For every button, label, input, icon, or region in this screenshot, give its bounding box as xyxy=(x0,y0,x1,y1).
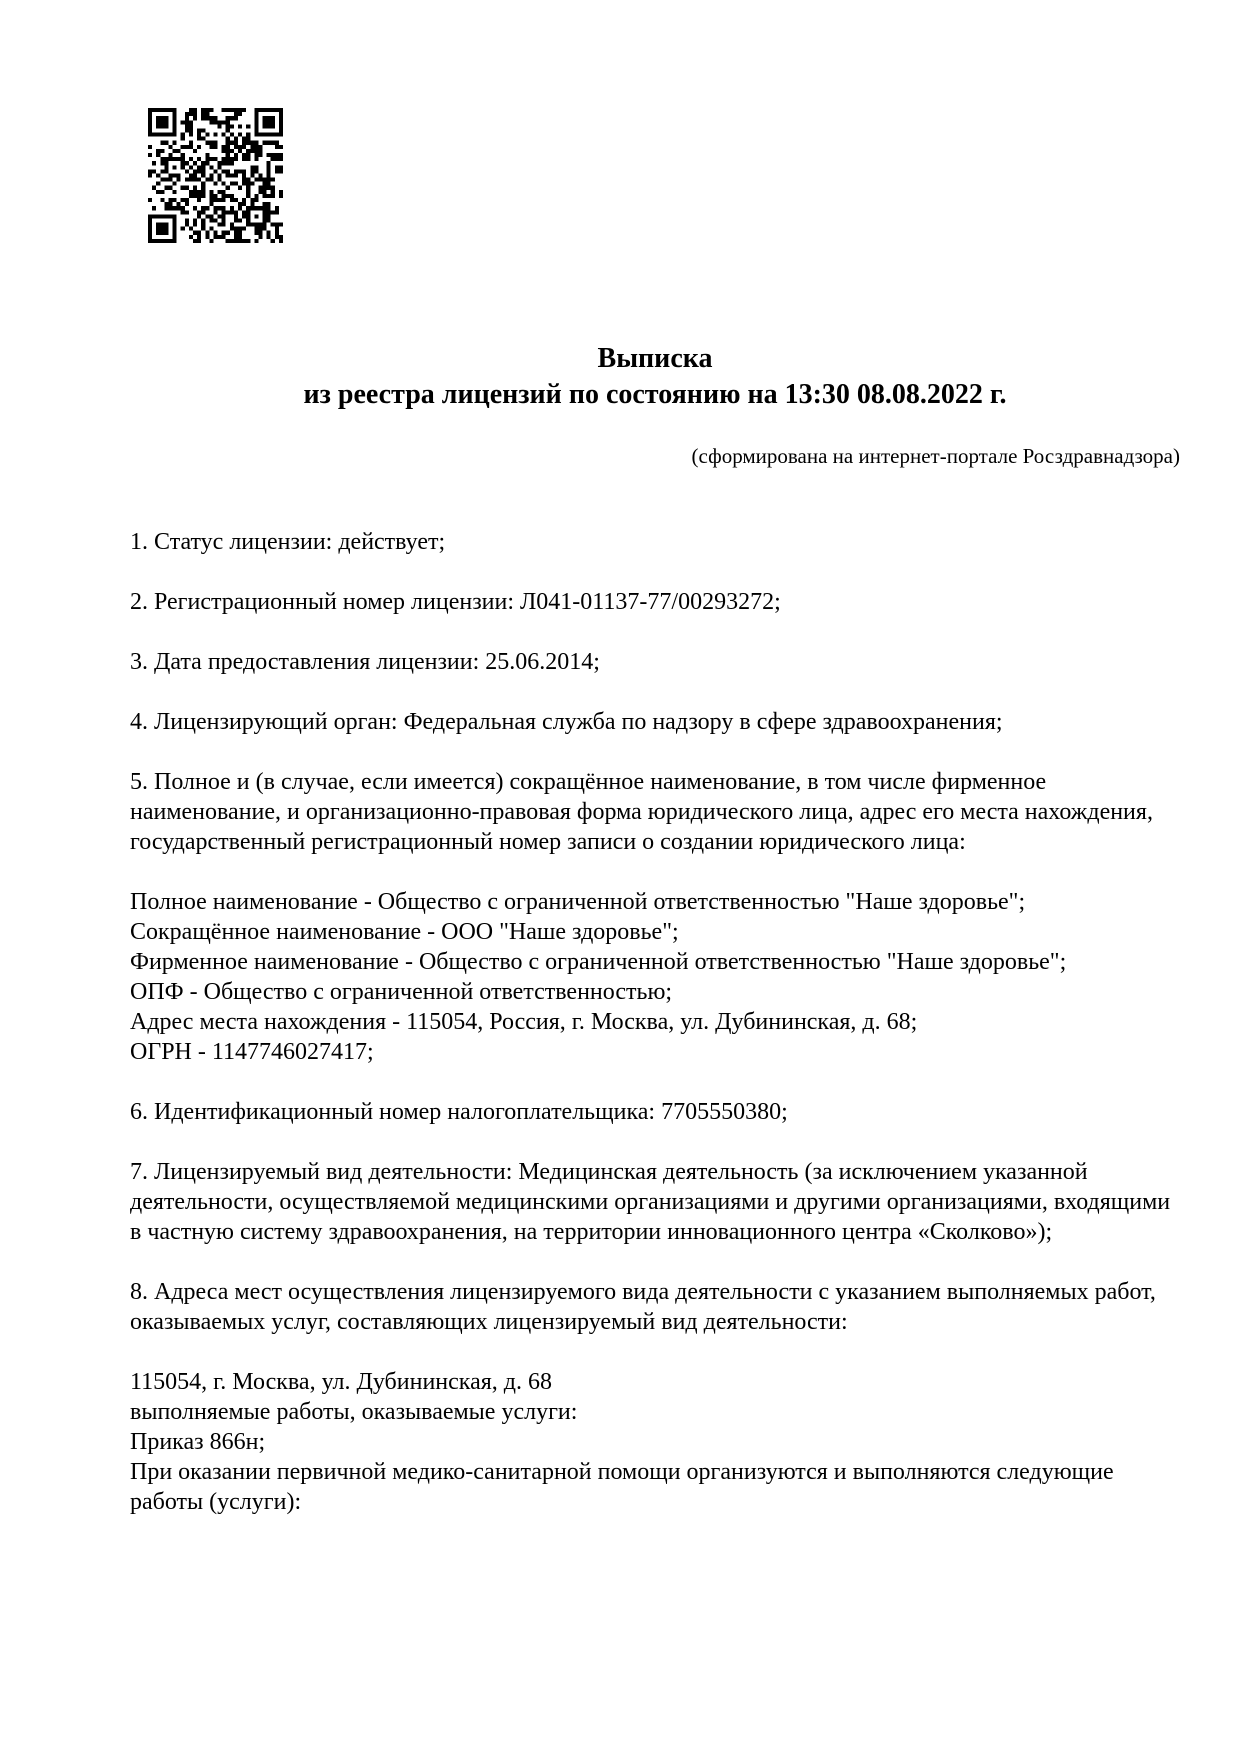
document-title-line-2: из реестра лицензий по состоянию на 13:30 08.08.2022 г. xyxy=(303,379,1007,410)
paragraph-line: 5. Полное и (в случае, если имеется) сокращённое наименование, в том числе фирменное наименование, и организационно-правовая форма юридического лица, адрес его места нахождения, государственный регистрационный номер записи о создании юридического лица: xyxy=(130,769,1153,855)
paragraph-line: Сокращённое наименование - ООО "Наше здоровье"; xyxy=(130,919,679,945)
paragraph-block xyxy=(130,1277,1180,1337)
paragraph-line: 6. Идентификационный номер налогоплательщика: 7705550380; xyxy=(130,1099,788,1125)
qr-code xyxy=(148,108,283,243)
paragraph-line: 4. Лицензирующий орган: Федеральная служба по надзору в сфере здравоохранения; xyxy=(130,709,1003,735)
paragraph-line: ОПФ - Общество с ограниченной ответственностью; xyxy=(130,979,673,1005)
paragraph-line: 3. Дата предоставления лицензии: 25.06.2014; xyxy=(130,649,600,675)
paragraph-line: При оказании первичной медико-санитарной помощи организуются и выполняются следующие работы (услуги): xyxy=(130,1459,1114,1515)
paragraph-block xyxy=(130,707,1180,737)
paragraph-line: 2. Регистрационный номер лицензии: Л041-01137-77/00293272; xyxy=(130,589,781,615)
paragraph-line: Полное наименование - Общество с ограниченной ответственностью "Наше здоровье"; xyxy=(130,889,1026,915)
paragraph-block xyxy=(130,1097,1180,1127)
paragraph-line: выполняемые работы, оказываемые услуги: xyxy=(130,1399,578,1425)
paragraph-line: Фирменное наименование - Общество с ограниченной ответственностью "Наше здоровье"; xyxy=(130,949,1067,975)
paragraph-block xyxy=(130,587,1180,617)
paragraph-block xyxy=(130,647,1180,677)
paragraph-block xyxy=(130,887,1180,1067)
paragraph-line: 8. Адреса мест осуществления лицензируемого вида деятельности с указанием выполняемых работ, оказываемых услуг, составляющих лицензируемый вид деятельности: xyxy=(130,1279,1156,1335)
paragraph-line: 7. Лицензируемый вид деятельности: Медицинская деятельность (за исключением указанной деятельности, осуществляемой медицинскими организациями и другими организациями, входящими в частную систему здравоохранения, на территории инновационного центра «Сколково»); xyxy=(130,1159,1171,1245)
paragraph-block xyxy=(130,1367,1180,1517)
paragraph-line: 1. Статус лицензии: действует; xyxy=(130,529,446,555)
paragraph-block xyxy=(130,767,1180,857)
document-title xyxy=(130,341,1180,413)
paragraph-block xyxy=(130,1157,1180,1247)
paragraph-line: 115054, г. Москва, ул. Дубининская, д. 68 xyxy=(130,1369,552,1395)
paragraph-block xyxy=(130,527,1180,557)
formed-note: (сформирована на интернет-портале Росздравнадзора) xyxy=(691,444,1180,468)
paragraph-line: Адрес места нахождения - 115054, Россия, г. Москва, ул. Дубининская, д. 68; xyxy=(130,1009,918,1035)
paragraph-line: Приказ 866н; xyxy=(130,1429,266,1455)
document-title-line-1: Выписка xyxy=(597,343,713,374)
paragraph-line: ОГРН - 1147746027417; xyxy=(130,1039,374,1065)
document-body xyxy=(130,527,1180,1517)
